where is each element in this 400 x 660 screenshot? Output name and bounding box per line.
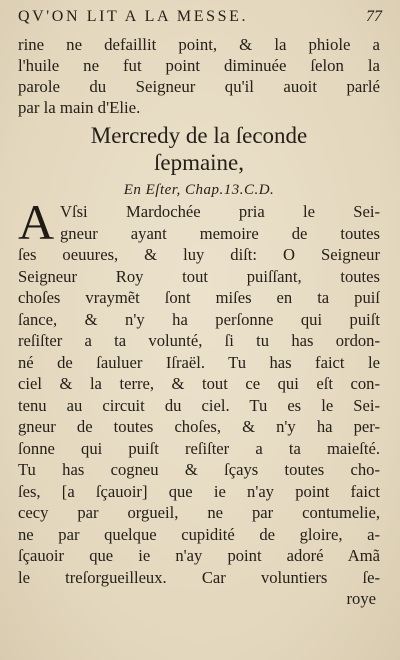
page-number: 77: [366, 8, 382, 25]
text-line: rine ne defaillit point, & la phiole a: [18, 35, 380, 54]
text-line: ciel & la terre, & tout ce qui eſt con-: [18, 374, 380, 393]
text-line: ſance, & n'y ha perſonne qui puiſt: [18, 309, 380, 329]
text-line: ſes, [a ſçauoir] que ie n'ay point faict: [18, 481, 380, 501]
text-line: Seigneur Roy tout puiſſant, toutes: [18, 266, 380, 286]
text-line: gneur ayant memoire de toutes: [60, 223, 380, 243]
running-head: QV'ON LIT A LA MESSE.: [18, 8, 249, 25]
text-line: tenu au circuit du ciel. Tu es le Sei-: [18, 395, 380, 415]
page-header: [18, 8, 382, 30]
text-line: par la main d'Elie.: [18, 98, 141, 117]
text-line: cecy par orgueil, ne par contumelie,: [18, 503, 380, 522]
body-text: [18, 194, 380, 610]
scripture-reference: En Eſter, Chap.13.C.D.: [123, 182, 275, 198]
text-line: ne par quelque cupidité de gloire, a-: [18, 524, 380, 544]
text-line: ſonne qui puiſt reſiſter a ta maieſté.: [18, 438, 380, 458]
text-line: Tu has cogneu & ſçays toutes cho-: [18, 460, 380, 479]
text-line: choſes vraymẽt ſont miſes en ta puiſ: [18, 288, 380, 307]
catchword: roye: [346, 589, 376, 608]
text-line: l'huile ne fut point diminuée ſelon la: [18, 56, 380, 75]
drop-cap-initial: A: [18, 194, 55, 250]
text-line: gneur de toutes choſes, & n'y ha per-: [18, 417, 380, 436]
text-line: né de ſauluer Iſraël. Tu has faict le: [18, 352, 380, 372]
text-line: le treſorgueilleux. Car voluntiers ſe-: [18, 567, 380, 587]
text-line: reſiſter a ta volunté, ſi tu has ordon-: [18, 331, 380, 350]
section-title: Mercredy de la ſeconde: [90, 123, 308, 148]
text-line: ſes oeuures, & luy diſt: O Seigneur: [18, 245, 380, 264]
text-line: Vſsi Mardochée pria le Sei-: [60, 202, 380, 221]
continued-text: [18, 34, 380, 118]
text-line: ſçauoir que ie n'ay point adoré Amã: [18, 546, 380, 565]
text-line: parole du Seigneur qu'il auoit parlé: [18, 77, 380, 96]
section-title-continued: ſepmaine,: [153, 150, 245, 175]
